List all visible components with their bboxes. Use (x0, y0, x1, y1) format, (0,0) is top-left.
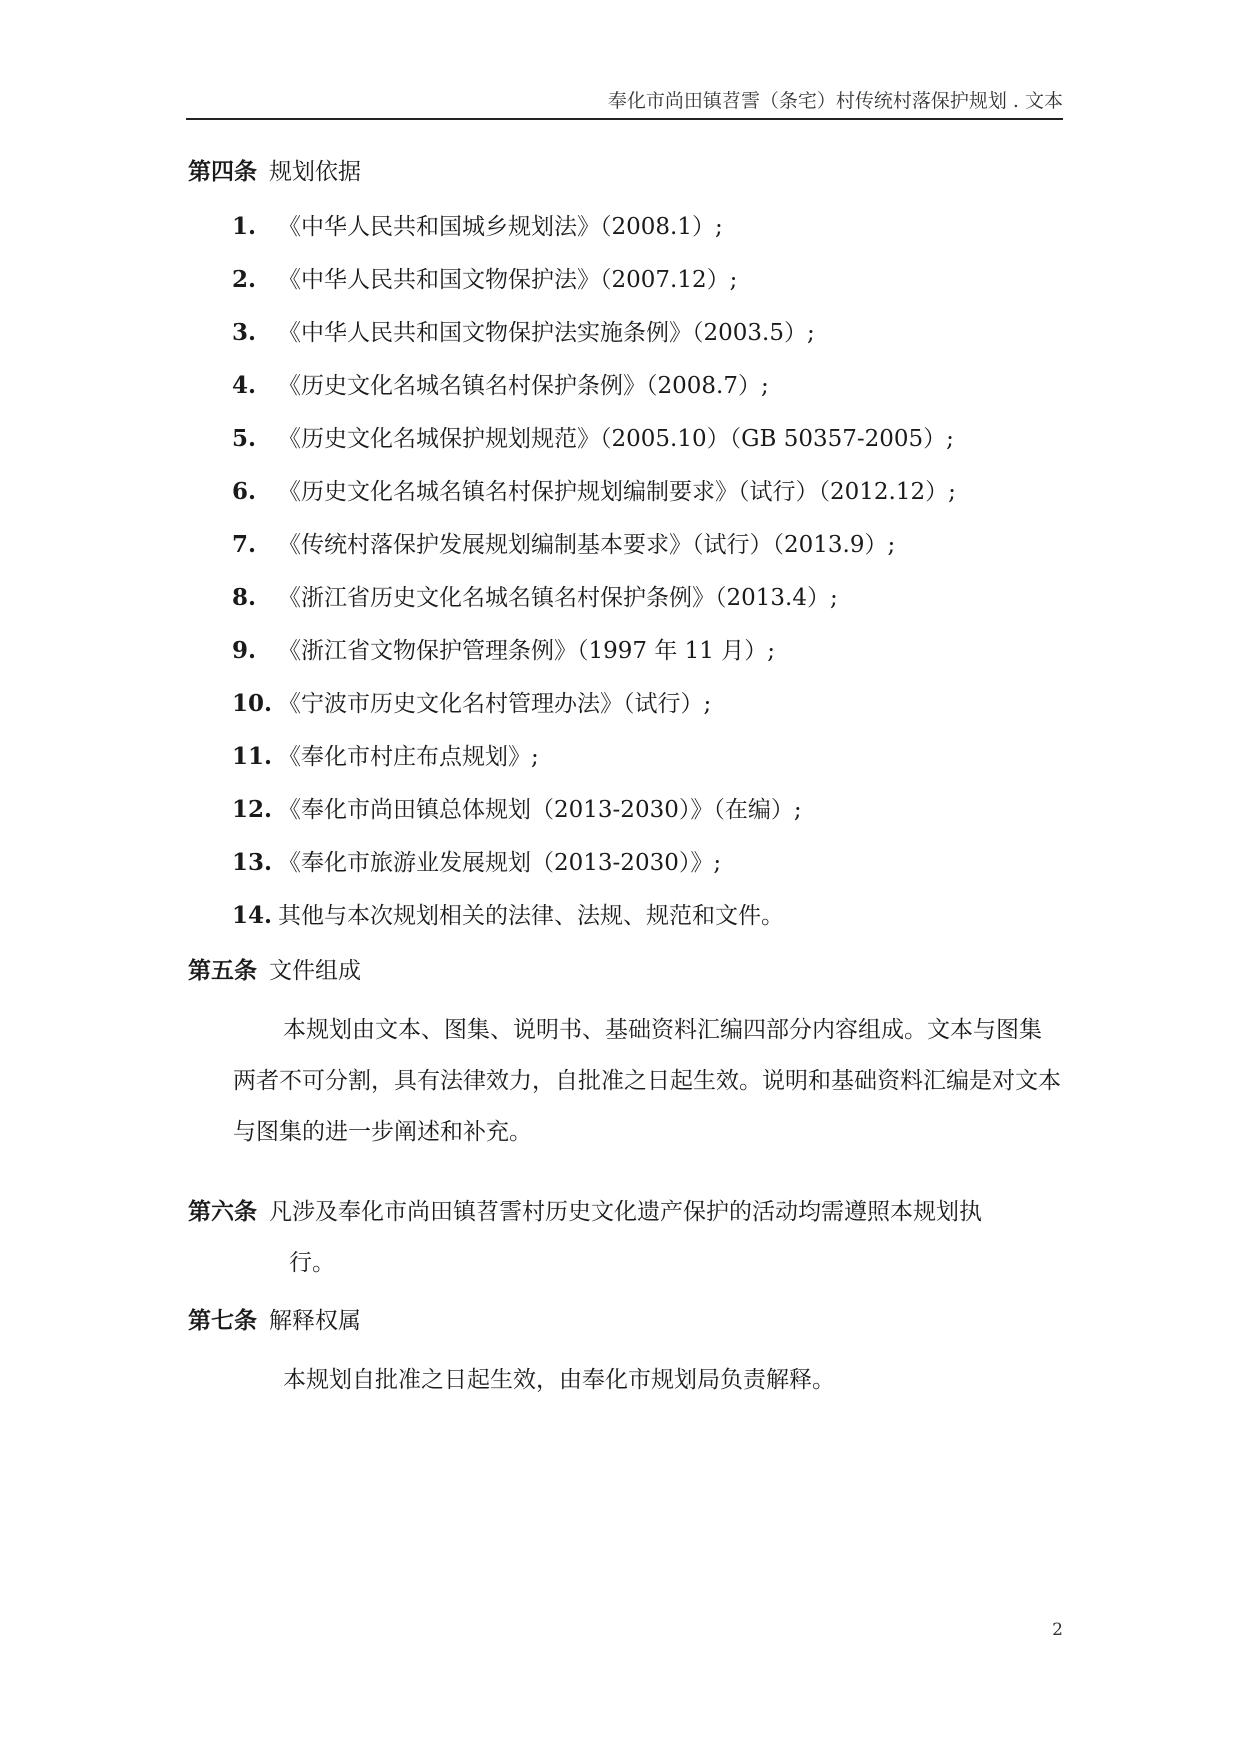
list-item: 1. 《中华人民共和国城乡规划法》（2008.1）; (232, 213, 723, 240)
article-6-body-line2: 行。 (289, 1250, 335, 1276)
article-7-body: 本规划自批准之日起生效，由奉化市规划局负责解释。 (283, 1367, 835, 1393)
article-number: 第六条 (188, 1198, 257, 1225)
page-number: 2 (1052, 1620, 1063, 1640)
article-6 (188, 1186, 1062, 1289)
list-item: 7. 《传统村落保护发展规划编制基本要求》（试行）（2013.9）; (232, 531, 896, 558)
article-4-heading (188, 157, 361, 187)
header-title: 奉化市尚田镇苕霅（条宅）村传统村落保护规划 . 文本 (607, 90, 1063, 112)
article-title: 文件组成 (269, 958, 361, 984)
list-item: 10. 《宁波市历史文化名村管理办法》（试行）; (232, 690, 712, 717)
article-number: 第四条 (188, 158, 257, 185)
list-item: 3. 《中华人民共和国文物保护法实施条例》（2003.5）; (232, 319, 815, 346)
article-6-body-line1: 凡涉及奉化市尚田镇苕霅村历史文化遗产保护的活动均需遵照本规划执 (269, 1199, 982, 1225)
list-item: 8. 《浙江省历史文化名城名镇名村保护条例》（2013.4）; (232, 584, 838, 611)
list-item: 14. 其他与本次规划相关的法律、法规、规范和文件。 (232, 902, 784, 929)
article-title: 规划依据 (269, 159, 361, 185)
list-item: 4. 《历史文化名城名镇名村保护条例》（2008.7）; (232, 372, 769, 399)
list-item: 12. 《奉化市尚田镇总体规划（2013-2030）》（在编）; (232, 796, 802, 823)
article-number: 第七条 (188, 1307, 257, 1334)
list-item: 2. 《中华人民共和国文物保护法》（2007.12）; (232, 266, 738, 293)
article-title: 解释权属 (269, 1308, 361, 1334)
article-5-heading (188, 956, 361, 986)
list-item: 9. 《浙江省文物保护管理条例》（1997 年 11 月）; (232, 637, 775, 664)
article-7-heading (188, 1306, 361, 1336)
list-item: 11. 《奉化市村庄布点规划》; (232, 743, 539, 770)
list-item: 6. 《历史文化名城名镇名村保护规划编制要求》（试行）（2012.12）; (232, 478, 956, 505)
article-number: 第五条 (188, 957, 257, 984)
list-item: 13. 《奉化市旅游业发展规划（2013-2030）》; (232, 849, 722, 876)
article-5-body: 本规划由文本、图集、说明书、基础资料汇编四部分内容组成。文本与图集两者不可分割，具有法律效力，自批准之日起生效。说明和基础资料汇编是对文本与图集的进一步阐述和补充。 (233, 1017, 1061, 1145)
running-header (186, 84, 1063, 120)
list-item: 5. 《历史文化名城保护规划规范》（2005.10）（GB 50357-2005）; (232, 425, 954, 452)
